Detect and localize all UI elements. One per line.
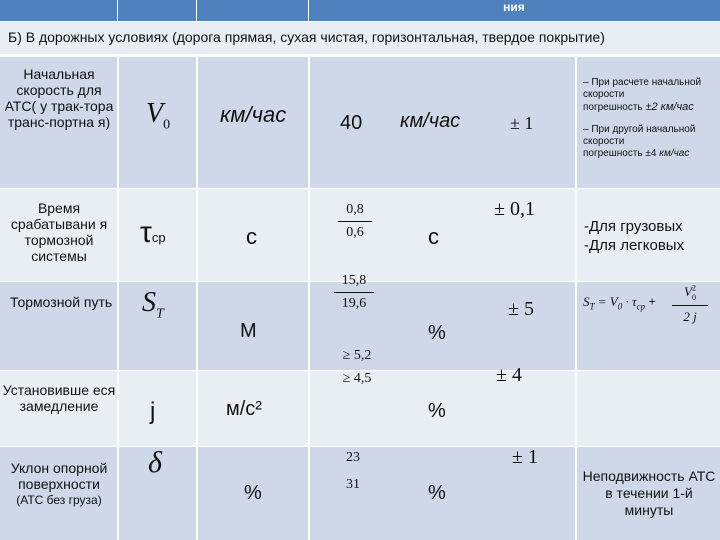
formula-part: S	[583, 294, 590, 309]
value-braking-distance	[334, 273, 374, 312]
formula-part: V	[684, 284, 692, 300]
value-initial-speed: 40	[340, 112, 363, 134]
fraction-bar	[338, 221, 372, 222]
value-passenger: 0,6	[346, 225, 364, 240]
column-divider	[196, 57, 198, 540]
section-caption: Б) В дорожных условиях (дорога прямая, сухая чистая, горизонтальная, твердое покрытие)	[0, 22, 720, 56]
value-response-time	[338, 202, 372, 241]
value-freight: 23	[346, 450, 360, 465]
fraction-bar	[334, 292, 374, 293]
formula-part: +	[648, 294, 656, 309]
formula-fraction	[672, 284, 708, 325]
header-title: ния	[503, 0, 525, 14]
note-line: -Для грузовых	[584, 218, 683, 235]
header-cell	[197, 0, 309, 21]
note-line: -Для легковых	[584, 237, 685, 254]
note-line: погрешность	[583, 102, 643, 113]
error-unit-braking-distance: %	[428, 322, 446, 344]
symbol-tau	[140, 216, 166, 250]
param-deceleration: Установивше еся замедление	[2, 382, 116, 414]
formula-braking-distance	[583, 294, 656, 312]
unit-response-time: с	[246, 224, 257, 249]
note-line: – При другой начальной скорости	[583, 124, 696, 147]
fraction-bar	[334, 367, 380, 368]
row-separator	[0, 446, 720, 447]
param-label: Уклон опорной поверхности	[10, 460, 108, 492]
tolerance-deceleration: ± 4	[496, 364, 522, 386]
symbol-letter: S	[142, 287, 156, 318]
tolerance-braking-distance: ± 5	[508, 298, 534, 320]
formula-part: T	[589, 301, 595, 312]
param-initial-speed: Начальная скорость для АТС( у трак-тора транс-портна я)	[4, 66, 114, 130]
param-slope	[0, 460, 118, 508]
symbol-subscript: 0	[163, 117, 171, 133]
note-value: км/час	[659, 148, 690, 159]
value-passenger: 19,6	[341, 296, 367, 311]
error-unit-response-time: с	[428, 224, 439, 249]
formula-part: · τ	[625, 294, 637, 309]
unit-slope: %	[244, 482, 262, 504]
symbol-letter: V	[146, 98, 164, 129]
column-divider	[308, 57, 310, 540]
symbol-subscript: ср	[151, 230, 166, 245]
symbol-delta: δ	[148, 446, 162, 479]
value-freight: ≥ 5,2	[342, 348, 372, 363]
row-separator	[0, 188, 720, 189]
value-passenger: ≥ 4,5	[342, 371, 372, 386]
tolerance-initial-speed: ± 1	[510, 113, 534, 133]
column-divider	[575, 57, 577, 540]
param-braking-distance: Тормозной путь	[10, 294, 113, 310]
value-deceleration	[334, 348, 380, 387]
header-cell	[0, 0, 118, 21]
note-initial-speed	[583, 77, 717, 160]
value-slope	[338, 450, 368, 493]
tolerance-response-time: ± 0,1	[494, 198, 535, 220]
unit-deceleration: м/с²	[226, 398, 262, 420]
symbol-st	[142, 287, 164, 323]
header-cell	[118, 0, 197, 21]
unit-braking-distance: М	[240, 320, 257, 342]
param-response-time: Время срабатывани я тормозной системы	[10, 200, 108, 264]
unit-initial-speed: км/час	[220, 102, 287, 127]
param-note: (АТС без груза)	[16, 493, 102, 507]
formula-part: 2 j	[683, 308, 697, 324]
error-unit-slope: %	[428, 482, 446, 504]
note-response-time	[584, 217, 684, 255]
formula-part: 0	[617, 301, 623, 312]
error-unit-deceleration: %	[428, 400, 446, 422]
tolerance-slope: ± 1	[512, 446, 538, 468]
formula-part: ср	[636, 301, 646, 312]
formula-part: 0	[691, 292, 696, 302]
formula-part: 2	[691, 284, 696, 293]
note-slope: Неподвижность АТС в течении 1-й минуты	[582, 468, 716, 518]
fraction-bar	[672, 305, 708, 306]
note-line: – При расчете начальной скорости	[583, 77, 702, 100]
table-header-row	[0, 0, 720, 21]
symbol-j: j	[150, 398, 156, 425]
symbol-v0	[146, 98, 170, 134]
value-passenger: 31	[346, 477, 360, 492]
error-unit-initial-speed: км/час	[400, 110, 461, 132]
symbol-subscript: T	[156, 306, 164, 322]
note-value: ±2 км/час	[645, 101, 694, 113]
symbol-letter: τ	[140, 216, 152, 249]
value-freight: 0,8	[346, 202, 364, 217]
note-line: погрешность ±4	[583, 148, 657, 159]
value-freight: 15,8	[341, 273, 367, 288]
fraction-bar	[338, 471, 368, 472]
formula-part: = V	[597, 294, 618, 309]
